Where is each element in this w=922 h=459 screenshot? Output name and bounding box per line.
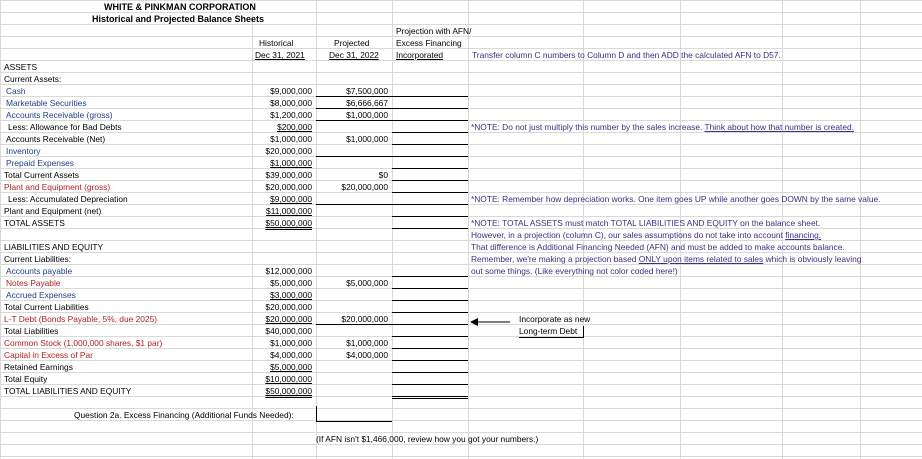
liab-hist-retained[interactable]: $5,000,000 — [270, 362, 312, 372]
liab-hist-common[interactable]: $1,000,000 — [270, 338, 312, 348]
current-liab-heading: Current Liabilities: — [4, 254, 72, 264]
note-total-2 — [471, 230, 821, 241]
asset-label-ar-gross: Accounts Receivable (gross) — [6, 110, 113, 120]
arrow-icon — [470, 316, 590, 346]
sheet-subtitle: Historical and Projected Balance Sheets — [92, 14, 265, 24]
current-assets-heading: Current Assets: — [4, 74, 62, 84]
header-afn-3: Incorporated — [396, 50, 444, 60]
note-bad-debts-text: *NOTE: Do not just multiply this number by the sales increase. — [471, 122, 703, 132]
asset-hist-total-current[interactable]: $39,000,000 — [265, 170, 312, 180]
liab-hist-accrued[interactable]: $3,000,000 — [270, 290, 312, 300]
question-afn: Question 2a. Excess Financing (Additional Funds Needed): — [74, 410, 294, 420]
asset-hist-prepaid[interactable]: $1,000,000 — [270, 158, 312, 168]
asset-label-bad-debts: Less: Allowance for Bad Debts — [8, 122, 122, 132]
liab-label-total-equity: Total Equity — [4, 374, 48, 384]
asset-label-inventory: Inventory — [6, 146, 41, 156]
liab-label-total-current: Total Current Liabilities — [4, 302, 89, 312]
asset-proj-ar-net[interactable]: $1,000,000 — [346, 134, 388, 144]
asset-label-ar-net: Accounts Receivable (Net) — [6, 134, 106, 144]
liab-hist-notes[interactable]: $5,000,000 — [270, 278, 312, 288]
afn-check-note: (If AFN isn't $1,466,000, review how you got your numbers.) — [316, 434, 539, 444]
liab-label-common: Common Stock (1,000,000 shares, $1 par) — [4, 338, 163, 348]
note-total-4-link: ONLY upon items related to sales — [638, 254, 764, 264]
liab-hist-total-liab[interactable]: $40,000,000 — [265, 326, 312, 336]
note-total-1: *NOTE: TOTAL ASSETS must match TOTAL LIABILITIES AND EQUITY on the balance sheet. — [471, 218, 821, 228]
note-total-5: out some things. (Like everything not color coded here!) — [471, 266, 678, 276]
asset-hist-bad-debts[interactable]: $200,000 — [277, 122, 312, 132]
liab-label-total-le: TOTAL LIABILITIES AND EQUITY — [4, 386, 132, 396]
liab-label-capital: Capital in Excess of Par — [4, 350, 93, 360]
asset-label-total-assets: TOTAL ASSETS — [4, 218, 65, 228]
incorporate-note-2: Long-term Debt — [519, 326, 578, 336]
asset-label-marketable: Marketable Securities — [6, 98, 87, 108]
note-total-3: That difference is Additional Financing Needed (AFN) and must be added to make accounts balance. — [471, 242, 845, 252]
liab-hist-total-current[interactable]: $20,000,000 — [265, 302, 312, 312]
liab-proj-lt-debt[interactable]: $20,000,000 — [341, 314, 388, 324]
note-bad-debts-link: Think about how that number is created. — [704, 122, 854, 132]
asset-label-plant-gross: Plant and Equipment (gross) — [4, 182, 111, 192]
asset-label-accum-dep: Less: Accumulated Depreciation — [8, 194, 128, 204]
asset-label-prepaid: Prepaid Expenses — [6, 158, 74, 168]
note-total-4 — [471, 254, 861, 265]
asset-proj-total-current[interactable]: $0 — [378, 170, 388, 180]
asset-hist-plant-gross[interactable]: $20,000,000 — [265, 182, 312, 192]
note-total-2-link: financing. — [785, 230, 822, 240]
note-total-4-text-c: which is obviously leaving — [765, 254, 862, 264]
asset-proj-ar-gross[interactable]: $1,000,000 — [346, 110, 388, 120]
incorporate-note-1: Incorporate as new — [519, 314, 591, 324]
asset-label-cash: Cash — [6, 86, 26, 96]
asset-hist-ar-net[interactable]: $1,000,000 — [270, 134, 312, 144]
asset-label-plant-net: Plant and Equipment (net) — [4, 206, 102, 216]
asset-hist-plant-net[interactable]: $11,000,000 — [266, 206, 312, 216]
asset-hist-ar-gross[interactable]: $1,200,000 — [270, 110, 312, 120]
asset-hist-marketable[interactable]: $8,000,000 — [270, 98, 312, 108]
liab-hist-lt-debt[interactable]: $20,000,000 — [265, 314, 312, 324]
note-total-4-text-a: Remember, we're making a projection based — [471, 254, 637, 264]
note-bad-debts — [471, 122, 854, 133]
liab-proj-common[interactable]: $1,000,000 — [346, 338, 388, 348]
liab-label-accrued: Accrued Expenses — [6, 290, 76, 300]
header-afn-2: Excess Financing — [396, 38, 462, 48]
liab-label-notes: Notes Payable — [6, 278, 61, 288]
liab-label-retained: Retained Earnings — [4, 362, 73, 372]
header-projected: Projected — [334, 38, 370, 48]
liab-hist-capital[interactable]: $4,000,000 — [270, 350, 312, 360]
asset-label-total-current: Total Current Assets — [4, 170, 79, 180]
sheet-title: WHITE & PINKMAN CORPORATION — [104, 2, 256, 12]
asset-hist-inventory[interactable]: $20,000,000 — [265, 146, 312, 156]
note-total-2-text: However, in a projection (column C), our sales assumptions do not take into account — [471, 230, 783, 240]
liab-label-total-liab: Total Liabilities — [4, 326, 59, 336]
liab-heading: LIABILITIES AND EQUITY — [4, 242, 104, 252]
liab-label-ap: Accounts payable — [6, 266, 73, 276]
assets-heading: ASSETS — [4, 62, 38, 72]
liab-hist-total-equity[interactable]: $10,000,000 — [265, 374, 312, 384]
liab-proj-capital[interactable]: $4,000,000 — [346, 350, 388, 360]
header-historical-date: Dec 31, 2021 — [255, 50, 305, 60]
asset-proj-marketable[interactable]: $6,666,667 — [346, 98, 388, 108]
asset-hist-total-assets[interactable]: $50,000,000 — [265, 218, 312, 228]
asset-hist-cash[interactable]: $9,000,000 — [270, 86, 312, 96]
header-projected-date: Dec 31, 2022 — [329, 50, 379, 60]
header-historical: Historical — [259, 38, 294, 48]
note-depreciation: *NOTE: Remember how depreciation works. One item goes UP while another goes DOWN by the same value. — [471, 194, 881, 204]
liab-label-lt-debt: L-T Debt (Bonds Payable, 5%, due 2025) — [4, 314, 158, 324]
liab-proj-notes[interactable]: $5,000,000 — [346, 278, 388, 288]
liab-hist-total-le[interactable]: $50,000,000 — [265, 386, 312, 396]
asset-proj-cash[interactable]: $7,500,000 — [346, 86, 388, 96]
asset-proj-plant-gross[interactable]: $20,000,000 — [341, 182, 388, 192]
transfer-note: Transfer column C numbers to Column D and then ADD the calculated AFN to D57. — [472, 50, 781, 60]
header-afn-1: Projection with AFN/ — [396, 26, 472, 36]
asset-hist-accum-dep[interactable]: $9,000,000 — [270, 194, 312, 204]
liab-hist-ap[interactable]: $12,000,000 — [265, 266, 312, 276]
